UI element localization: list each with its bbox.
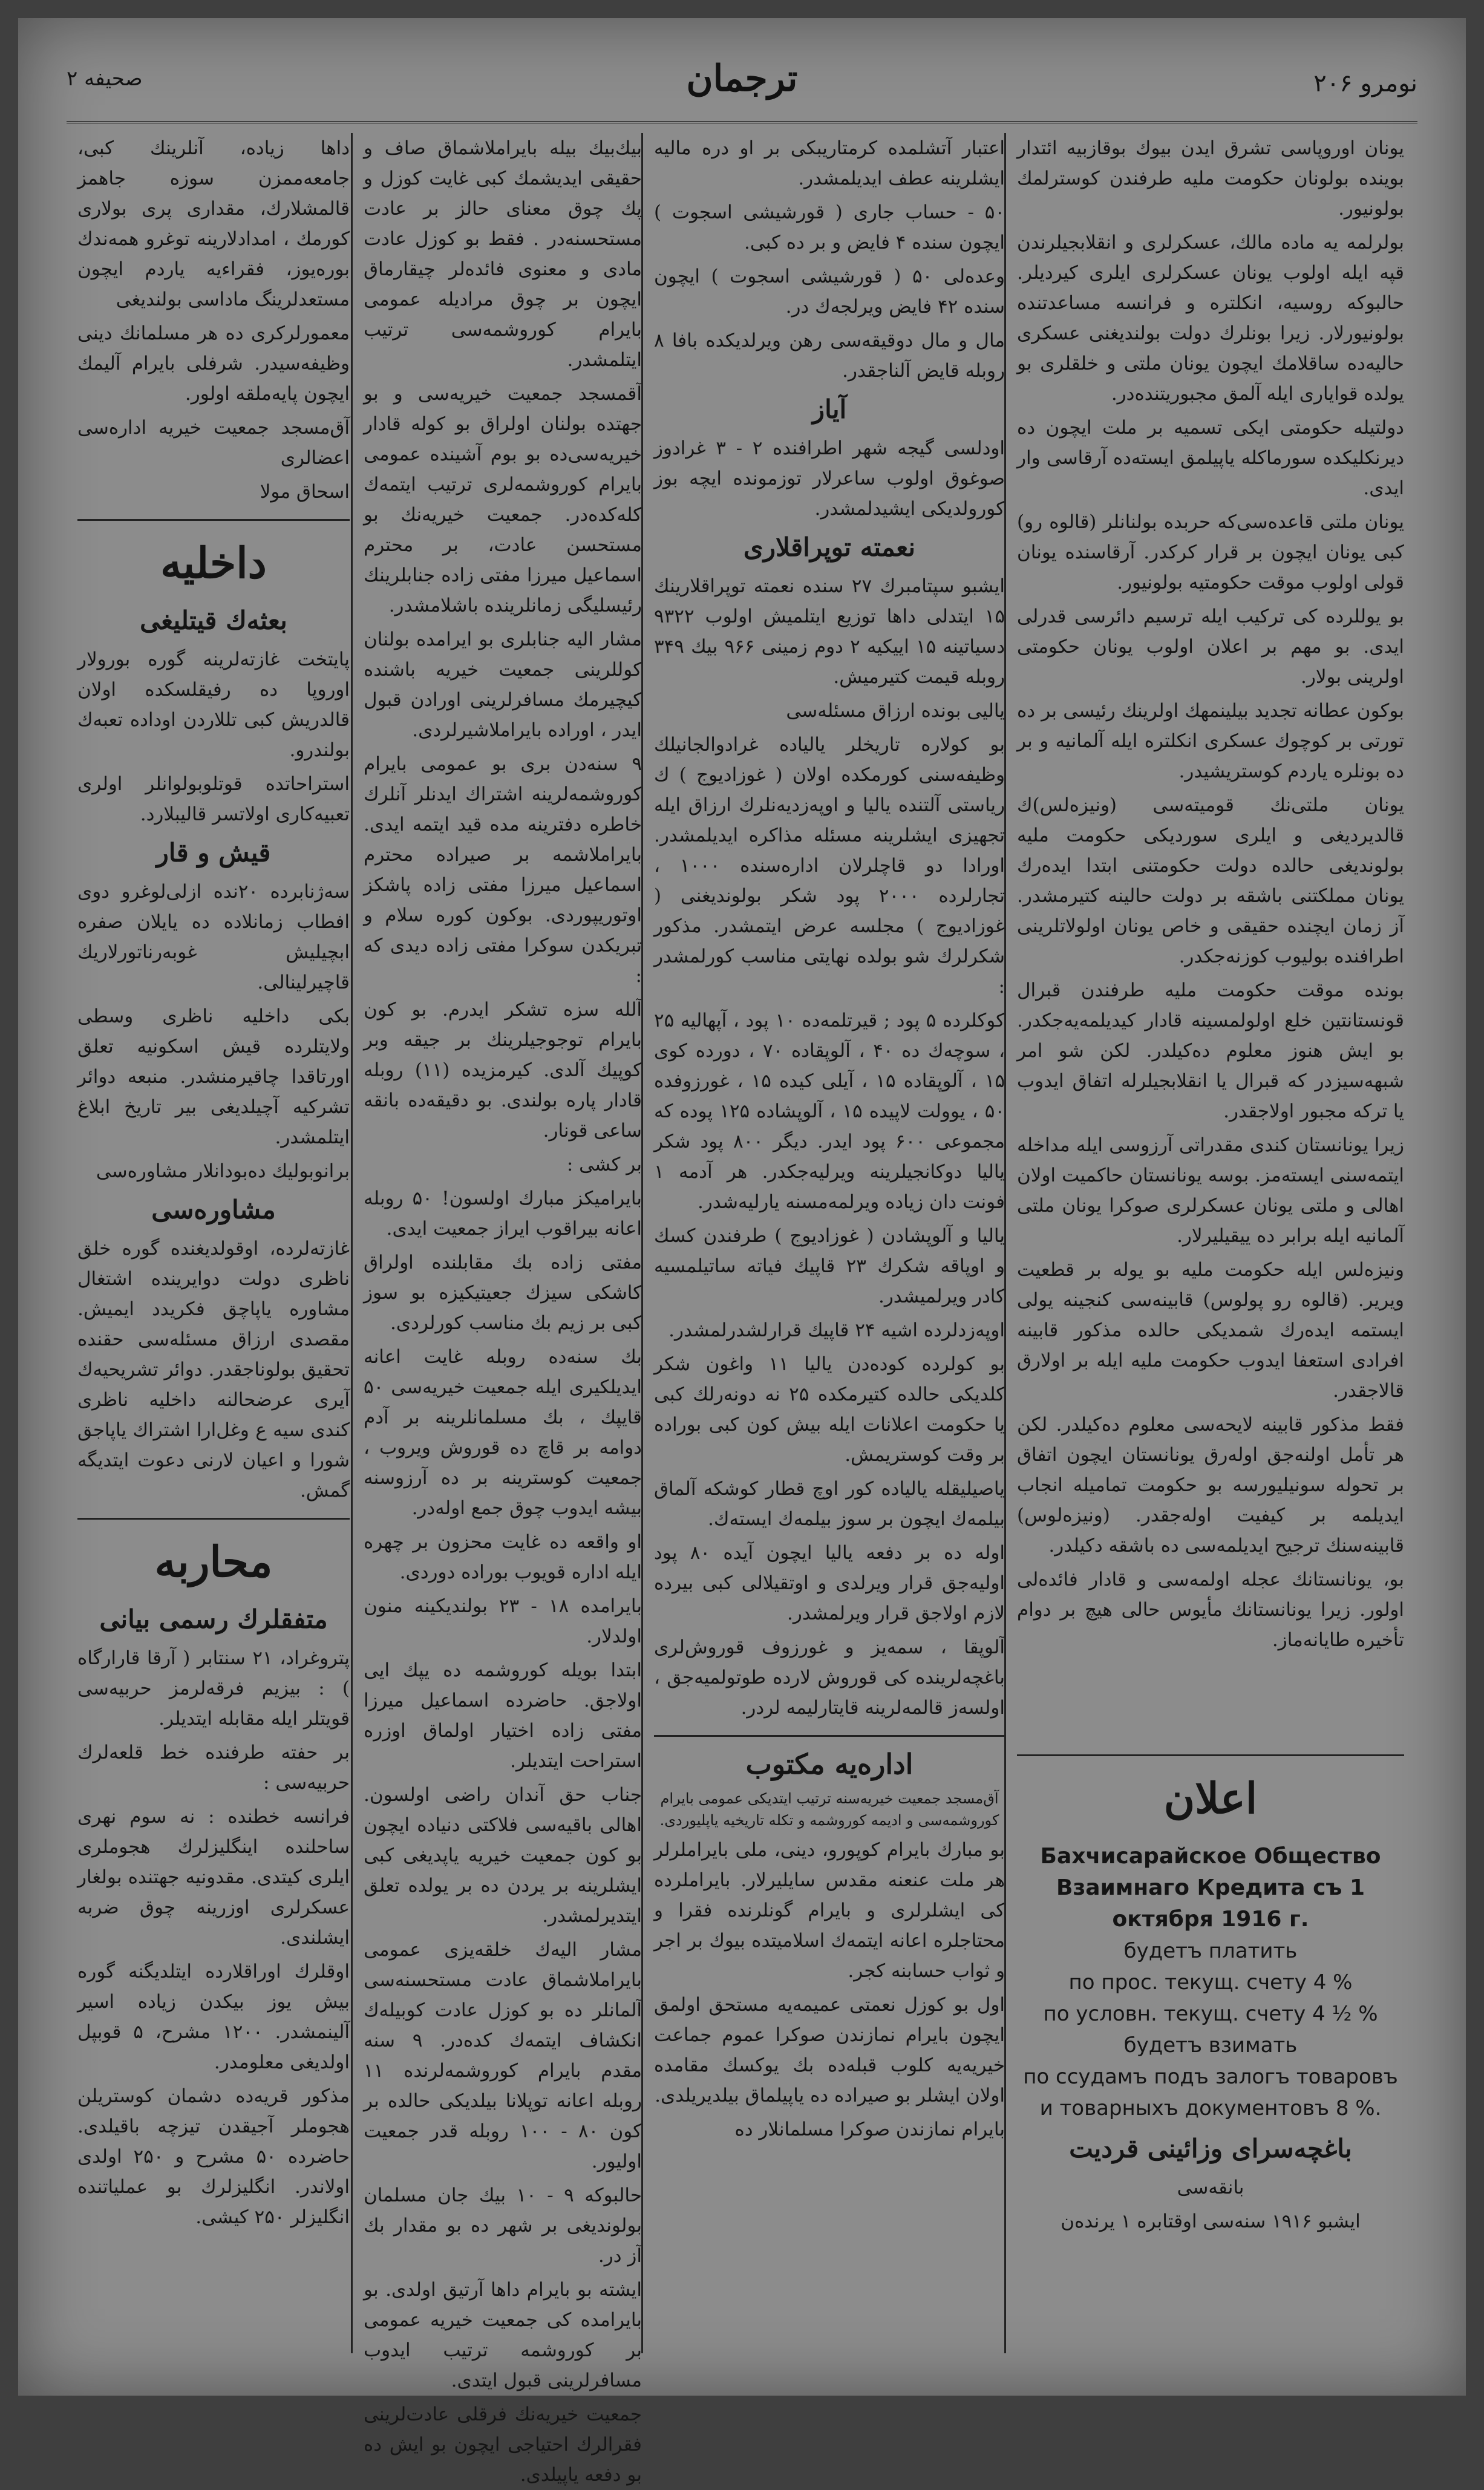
ad-ru-lines — [1017, 1935, 1404, 2124]
paragraph: بایرامیکز مبارك اولسون! ۵۰ روبله اعانه بیراقوب ایراز جمعیت ایدی. — [364, 1188, 642, 1240]
divider — [77, 519, 350, 521]
paragraph: اوله‌ ده بر دفعه یالیا ایچون آیده ۸۰ پود اولیه‌جق قرار ویرلدی و اوتقیلالی کبی بیرده لازم اولاجق قرار ویرلمشدر. — [654, 1542, 1005, 1624]
newspaper-title: ترجمان — [686, 57, 798, 100]
article-title: مشاوره‌سی — [151, 1195, 276, 1224]
paragraph: مذكور قریه‌ده دشمان كوستریلن هجوملر آجیقدن تیزچه باقیلدی. حاضرده ۵۰ مشرح و ۲۵۰ اولدی اولاندر. انگلیزلرك بو عملیاتنده انگلیزلر ۲۵۰ کیشی. — [77, 2085, 350, 2228]
paragraph: کوکلرده ۵ پود ; قیرتلمه‌ده ۱۰ پود ، آپهالیه ۲۵ ، سوچه‌ك ده ۴۰ ، آلوپقاده ۷۰ ، دورده کوی ۱۵ ، آلوپقاده ۱۵ ، آیلی کیده ۱۵ ، غورزوفده ۵۰ ، یوولت لاپیده ۱۵ ، آلوپشاده ۱۲۵ پوده که مجموعی ۶۰۰ پود ایدر. دیگر ۸۰۰ پود شكر یالیا دوکانجیلرینه ویرلیه‌جکدر. هر آدمه ۱ فونت دان زیاده ویرلمه‌مسنه یارلیه‌شدر. — [654, 1010, 1005, 1213]
article-title: بعثه‌ك قیتلیغی — [140, 606, 287, 635]
paragraph: ۵۰ - حساب جاری ( قورشیشی اسجوت ) ایچون سنده ۴ فایض و بر ده کبی. — [654, 201, 1005, 253]
divider — [77, 1518, 350, 1520]
column-3 — [641, 133, 1016, 2353]
paragraph: بایرام نمازندن صوکرا مسلمانلار ده — [734, 2119, 1005, 2140]
paragraph: ابتدا بویله کوروشمه ده یپك ایی اولاجق. حاضرده اسماعیل میرزا مفتی زاده اختیار اولماق اوزره استراحت ایتدیلر. — [364, 1659, 642, 1772]
paragraph: بیك‌بیك بیله بایراملاشماق صاف و حقیقی ایدیشمك کبی غایت کوزل و پك چوق معنای حالز بر عادت مستحسنه‌در . فقط بو کوزل عادت مادی و معنوی فائده‌لر چیقارماق ایچون بر چوق مرادیله عمومی بایرام کوروشمه‌سی ترتیب ایتلمشدر. — [364, 137, 642, 371]
paragraph: по прос. текущ. счету 4 % — [1068, 1970, 1353, 1995]
paragraph: ایشبو سپتامبرك ۲۷ سنده نعمته توپراقلارینك ۱۵ ایتدلی داها توزیع ایتلمیش اولوب ۹۳۲۲ دسیاتینه ۱۵ اییكیه ۲ دوم زمینی ۹۶۶ بیك ۳۴۹ روبله قیمت کتیرمیش. — [654, 575, 1005, 688]
paragraph: سه‌ژنابرده ۲۰نده ازلی‌لوغرو دوی افطاب زمانلاده ده یایلان صفره ابچیلیش غوبه‌رناتورلاریك قاچیرلینالی. — [77, 881, 350, 993]
col3-top-text — [654, 133, 1005, 386]
paragraph: بو كولاره تاریخلر یالیاده غرادوالجانیلك وظیفه‌سنی کورمکده اولان ( غوزادیوج ) ك ریاستی آلتنده یالیا و اوپه‌زدیه‌نلرك ارزاق ایله تجهیزی ایشلرینه مسئله‌ مذاکره ایدیلمشدر. اورادا دو قاچلرلان اداره‌سنده ۱۰۰۰ ، تجارلرده ۲۰۰۰ پود شكر بولوندیغنی ( غوزادیوج ) مجلسه عرض ایتمشدر. مذكور شكرلرك شو بولده نهایتی مناسب کورلمشدر : — [654, 734, 1005, 998]
paragraph: بولرلمه یه ماده مالك، عسکرلری و انقلابجیلرندن قپه ایله اولوب یونان عسکرلری ایلری کیردیلر. حالبوکه روسیه، انکلتره و فرانسه مساعدتنده بولونیورلار. زیرا بونلرك دولت بولندیغنی عسکری حالیه‌ده ساقلامك ایچون یونان ملتی و خلقلری بو یولده قوایاری ایله آلمق مجبوریتنده‌در. — [1017, 232, 1404, 405]
paragraph: بو، یونانستانك عجله اولمه‌سی و قادار فائده‌لی اولور. زیرا یونانستانك مأیوس حالی هیچ بر دوام تأخیره طایانه‌ماز. — [1017, 1569, 1404, 1651]
paragraph: بو مبارك بایرام کوپورو، دینی، ملی بایراملرلر هر ملت عنعنه مقدس سایلیرلار. بایراملرده کی ایشلرلری و بایرام گونلرنده فقرا و محتاجلره اعانه ایتمه‌ك اسلامیتده بیوك بر اجر و ثواب حسابنه کجر. — [654, 1839, 1005, 1982]
col1-top-text — [77, 133, 350, 507]
paragraph: بر کشی : — [566, 1154, 642, 1175]
article-title: اداره‌یه مکتوب — [745, 1748, 914, 1780]
col1-article-1 — [77, 644, 350, 829]
ad-tt-sub: بانقه‌سی — [1177, 2177, 1244, 2198]
paragraph: زیرا یونانستان کندی مقدراتی آرزوسی ایله مداخله ایتمه‌سنی ایسته‌مز. بوسه یونانستان حاکمیت اولان اهالی و ملتی یونان عسکرلری صوکرا یونان ملتی آلمانیه ایله برابر ده ییقیلیرلار. — [1017, 1134, 1404, 1247]
paragraph: اسحاق مولا — [260, 481, 350, 503]
paragraph: اودلسی گیجه شهر اطرافنده ۲ - ۳ غرادوز صوغوق اولوب ساعرلار توزمونده ایچه بوز کورولدیکی ایشیدلمشدر. — [654, 437, 1005, 520]
ad-tt-title: باغچه‌سرای وزائینی قردیت — [1069, 2134, 1352, 2163]
col2-text — [364, 133, 642, 2490]
paragraph: ونیزه‌لس ایله حکومت ملیه‌ بو یوله بر قطعیت ویریر. (قالوه رو پولوس) قابینه‌سی کنجینه یولی ایستمه ایده‌رك شمدیکی حالده مذکور قابینه افرادی استعفا ایدوب حکومت ملیه ایله بر اولارق قالاجقدر. — [1017, 1259, 1404, 1402]
article-subtitle: متفقلرك رسمی بیانی — [99, 1604, 328, 1634]
paragraph: بكی داخلیه ناظری وسطی ولایتلرده قیش اسكونیه تعلق اورتاقدا چاقیرمنشدر. منبعه‌ دوائر تشرکیه آچیلدیغی بیر تاریخ ابلاغ ایتلمشدر. — [77, 1005, 350, 1148]
divider — [1017, 1754, 1404, 1756]
paragraph: بو کولرده کوده‌دن یالیا ۱۱ واغون شکر کلدیکی حالده کتیرمکده ۲۵ نه دونه‌رلك کبی یا حکومت اعلانات ایله بیش کون کبی بوراده بر وقت کوستریمش. — [654, 1353, 1005, 1466]
paragraph: مشار الیه جنابلری بو ایرامده بولنان کوللرینی جمعیت خیریه باشنده کیچیرمك مسافرلرینی اورادن قبول ایدر ، اوراده بایراملاشیرلردی. — [364, 629, 642, 741]
paragraph: پتروغراد، ۲۱ سنتابر ( آرقا قارارگاه ) : بیزیم فرقه‌لرمز حربیه‌سی قویتلر ایله مقابله ایتدیلر. — [77, 1647, 350, 1730]
paragraph: جمعیت خیریه‌نك فرقلی عادت‌لرینی فقرالرك احتیاجی ایچون بو ایش ده بو دفعه یاپیلدی. — [364, 2403, 642, 2486]
article-title: نعمته توپراقلاری — [743, 532, 916, 562]
page-number: صحیفه ۲ — [67, 67, 143, 91]
masthead — [67, 54, 1417, 123]
paragraph: بك سنه‌ده روبله غایت اعانه ایدیلکیری ایله جمعیت خیریه‌سی ۵۰ قایپك ، بك مسلمانلرینه بر آدم دوامه بر قاچ ده قوروش ویروب ، جمعیت کوسترینه بر ده آرزوسنه بیشه ایدوب چوق جمع اوله‌در. — [364, 1346, 642, 1519]
col3-article-3 — [654, 1835, 1005, 2145]
column-2 — [351, 133, 653, 2486]
ad-ru-title: Бахчисарайское Общество Взаимнаго Кредита съ 1 октября 1916 г. — [1040, 1844, 1381, 1932]
paragraph: и товарныхъ документовъ 8 %. — [1039, 2096, 1382, 2120]
paragraph: یونان اوروپاسی تشرق ایدن بیوك بوقازبیه ائتدار بوینده بولونان حکومت ملیه طرفندن کوسترلمك بولونیور. — [1017, 137, 1404, 220]
paragraph: دولتیله حکومتی ایکی تسمیه بر ملت ایچون ده دیرنكلیكده سورماكله یاپیلمق ایسته‌ده آرقاسی وار ایدی. — [1017, 417, 1404, 499]
paragraph: مفتی زاده بك مقابلنده اولراق کاشکی سیزك جعیتیکیزه بو سوز کبی بر زیم بك مناسب کورلردی. — [364, 1252, 642, 1334]
article-subtitle: آق‌مسجد جمعیت خیریه‌سنه ترتیب ایتدیکی عمومی بایرام کوروشمه‌سی و ادیمه کوروشمه و تکله تاریخیه یاپلیوردی. — [659, 1790, 999, 1829]
paragraph: جناب حق آندان راضی اولسون. اهالی باقیه‌سی فلاکتی دنیاده ایچون بو کون جمعیت خیریه یاپدیغی کبی ایشلرینه بر یردن ده بر یولده تعلق ایتدیرلمشدر. — [364, 1784, 642, 1927]
paragraph: بایرامده ۱۸ - ۲۳ بولندیکینه منون اولدلار. — [364, 1595, 642, 1647]
article-title: آیاز — [812, 394, 847, 424]
paragraph: по условн. текущ. счету 4 ½ % — [1043, 2002, 1378, 2026]
paragraph: برانوبولیك ده‌بودانلار مشاوره‌سی — [96, 1160, 350, 1182]
paragraph: اول بو کوزل نعمتی عمیمه‌یه مستحق اولمق ایچون بایرام نمازندن صوکرا عموم جماعت خیریه‌یه کلوب قبله‌ده بك یوکسك مقامده اولان ایشلر بو صیراده ده یاپیلماق بیلدیریلدی. — [654, 1994, 1005, 2106]
col1-article-2 — [77, 877, 350, 1186]
paragraph: پایتخت غازته‌لرینه گوره بورولار اوروپا ده رفیقلسكده اولان قالدریش كبی تللاردن اوداده تعبه‌ك بولندرو. — [77, 649, 350, 761]
paragraph: مشار الیه‌ك خلقه‌یزی عمومی بایراملاشماق عادت مستحسنه‌سی آلمانلر ده بو کوزل عادت کوبیله‌ك انکشاف ایتمه‌ك کده‌در. ۹ سنه مقدم بایرام کوروشمه‌لرنده ۱۱ روبله اعانه توپلانا بیلدیکی حالده بر کون ۸۰ - ۱۰۰ روبله قدر جمعیت اولیور. — [364, 1939, 642, 2172]
paragraph: آقمسجد جمعیت خیریه‌سی و بو جهتده بولنان اولراق بو کوله قادار خیریه‌سی‌ده بو بوم آشینده عمومی بایرام کوروشمه‌لری ترتیب ایتمه‌ك كله‌كده‌در. جمعیت خیریه‌نك بو مستحسن عادت، بر محترم اسماعیل میرزا مفتی زاده جنابلرینك رئیسلیگی زمانلرینده باشلامشدر. — [364, 383, 642, 616]
paragraph: اعتبار آتشلمده کرمتاریبکی بر او دره مالیه ایشلرینه عطف ایدیلمشدر. — [654, 137, 1005, 189]
paragraph: یالیی بونده ارزاق مسئله‌سی — [786, 700, 1005, 722]
advertisement-ru — [1017, 1841, 1404, 2124]
paragraph: یالیا و آلوپشادن ( غوزادیوج ) طرفندن کسك و اوپاقه شکرك ۲۳ قاپیك فیاته ساتیلمسیه کادر ویرلمیشدر. — [654, 1225, 1005, 1307]
paragraph: بو یوللرده کی ترکیب ایله ترسیم دائرسی قدرلی ایدی. بو مهم بر اعلان اولوب یونان حکومتی اولرینی بولار. — [1017, 606, 1404, 688]
paragraph: اوپه‌زدلرده اشیه ۲۴ قاپیك قرارلشدرلمشدر. — [668, 1319, 1005, 1341]
paragraph: ۹ سنه‌دن بری بو عمومی بایرام کوروشمه‌لرینه اشتراك ایدنلر آنلرك خاطره دفترینه مده قید ایتمه ایدی. بایراملاشمه بر صیراده محترم اسماعیل میرزا مفتی زاده پاشكز اوتوریپوردی. بوكون كوره سلام و تبریکدن سوکرا مفتی زاده دیدی كه : — [364, 753, 642, 987]
paragraph: یونان ملتی‌نك قومیته‌سی (ونیزه‌لس)ك قالدیردیغی و ایلری سوردیکی حکومت ملیه بولوندیغی حالده دولت حکومتنی ابتدا ایده‌رك یونان مملکتنی باشقه بر دولت حالینه کتیرمشدر. آز زمان ایچنده حقیقی و خاص یونان اولولاتلرینی اطرافنده بولیوب کوزنه‌جکدر. — [1017, 794, 1404, 967]
section-heading-war: محاربه — [154, 1537, 273, 1587]
divider — [654, 1735, 1005, 1737]
paragraph: یونان ملتی قاعده‌سی‌كه حربده بولنانلر (قالوه رو) کبی یونان ایچون بر قرار کرکدر. آرقاسنده یونان قولی اولوب موقت حکومتیه بولونیور. — [1017, 511, 1404, 593]
paragraph: ایشته بو بایرام داها آرتیق اولدی. بو بایرامده کی جمعیت خیریه عمومی بر کوروشمه ترتیب ایدوب مسافرلرینی قبول ایتدی. — [364, 2279, 642, 2391]
paragraph: وعده‌لی ۵۰ ( قورشیشی اسجوت ) ایچون سنده ۴۲ فایض ویرلجه‌ك در. — [654, 266, 1005, 318]
paragraph: بونده موقت حکومت ملیه طرفندن قبرال قونستانتین خلع اولولمسینه قادار کیدیلمه‌یه‌جکدر. بو ایش هنوز معلوم ده‌کیلدر. لكن شو امر شبهه‌سیزدر كه قبرال یا انقلابجیلرله اتفاق ایدوب یا تركه مجبور اولاجقدر. — [1017, 979, 1404, 1122]
issue-number: نومرو ۲۰۶ — [1313, 70, 1417, 97]
col4-text — [1017, 133, 1404, 1742]
paragraph: یاصیلیقله یالیاده کور اوچ قطار کوشکه آلماق بیلمه‌ك ایچون بر سوز بیلمه‌ك ایسته‌ك. — [654, 1478, 1005, 1530]
paragraph: غازته‌لرده، اوقولدیغنده گوره خلق ناظری دولت دوایرینده اشتغال مشاوره یاپاچق فکریدد ایمیش. مقصدی ارزاق مسئله‌سی حقنده تحقیق بولوناجقدر. دوائر تشریحیه‌ك آیری عرضحالنه داخلیه ناظری کندی‌ سیه ع وغل‌ارا اشتراك یاپا‌جق شورا و اعیان لارنی دعوت ایتدیگه گمش. — [77, 1238, 350, 1502]
advertisement-heading: اعلان — [1163, 1773, 1258, 1823]
column-4 — [1004, 133, 1415, 2353]
section-heading-internal: داخلیه — [160, 538, 267, 588]
column-1 — [67, 133, 361, 2353]
col3-article-1 — [654, 433, 1005, 524]
paragraph: او واقعه ده غایت محزون بر چهره ایله اداره قویوب بوراده دوردی. — [364, 1531, 642, 1583]
paragraph: حالبوکه ۹ - ۱۰ بیك جان مسلمان بولوندیغی بر شهر ده بو مقدار بك آز در. — [364, 2184, 642, 2267]
paragraph: داها زیاده، آنلرینك كبی، جامعه‌ممزن سوزه جاهمز قالمشلارك، مقداری پری بولاری كورمك ، امدادلارینه توغرو همه‌ندك بوره‌یوز، فقراءیه یاردم ایچون مستعدلرینگ ماداسی بولندیغی — [77, 137, 350, 310]
paragraph: معمورلرکری ده هر مسلمانك دینی وظیفه‌سیدر. شرفلی بایرام آلیمك ایچون پایه‌ملقه اولور. — [77, 322, 350, 405]
paragraph: آق‌مسجد جمعیت خیریه اداره‌سی اعضالری — [77, 417, 350, 469]
paragraph: اوقلرك اوراقلارده ایتلدیگنه گوره بیش یوز بیكدن زیاده اسیر آلینمشدر. ۱۲۰۰ مشرح، ۵ قوبپل اولدیغی معلومدر. — [77, 1961, 350, 2073]
col1-article-4 — [77, 1643, 350, 2232]
col3-article-2 — [654, 571, 1005, 1723]
paragraph: بر حفته طرفنده خط قلعه‌لرك حربیه‌سی : — [77, 1742, 350, 1794]
ad-tt-date: ایشبو ۱۹۱۶ سنه‌سی اوقتابره ۱ یرنده‌ن — [1061, 2211, 1361, 2232]
paragraph: будетъ платить — [1123, 1939, 1298, 1963]
col1-article-3 — [77, 1234, 350, 1506]
paragraph: فقط مذکور قابینه لایحه‌سی معلوم ده‌کیلدر. لكن هر تأمل اولنه‌جق اوله‌رق یونانستان ایچون اتفاق بر تحوله سونیلیورسه بو حکومت تمامیله انجاب ایدیلمه بر کیفیت اوله‌جقدر. (ونیزه‌لوس) قابینه‌سنك ترجیح ایدیلمه‌سی ده باشقه دکیلدر. — [1017, 1414, 1404, 1557]
paragraph: آلوپقا ، سمه‌یز و غورزوف قوروش‌لری باغچه‌لرینده کی قوروش لارده طوتولمیه‌جق ، اولسه‌ز قالمه‌لرینه قایتارلیمه‌ لردر. — [654, 1636, 1005, 1719]
paragraph: استراحاتده قوتلوبولوانلر اولری تعبیه‌كاری اولاتسر قالیبلارد. — [77, 773, 350, 825]
paragraph: آلله سزه تشکر ایدرم. بو کون بایرام توجوجیلرینك بر جیقه وبر کوپیك آلدی. کیرمزیده (۱۱) روبله قادار پاره بولندی. بو دقیقه‌ده بانقه ساعی قونار. — [364, 999, 642, 1142]
paragraph: فرانسه خطنده : نه سوم نهری ساحلنده اینگلیزلرك هجوملری ایلری کیتدی. مقدونیه جهتنده بولغار عسکرلری اوزرینه چوق ضربه ایشلندی. — [77, 1806, 350, 1949]
article-title: قیش و قار — [156, 838, 271, 868]
paragraph: будетъ взимать — [1123, 2033, 1298, 2057]
paragraph: بوکون عطانه تجدید بیلینمهك اولرینك رئیسی بر ده تورتی بر کوچوك عسکری انکلتره ایله آلمانیه و بر ده بونلره یاردم کوستریشیدر. — [1017, 700, 1404, 782]
newspaper-page — [18, 18, 1466, 2486]
paragraph: по ссудамъ подъ залогъ товаровъ — [1023, 2065, 1398, 2089]
paragraph: مال و مال دوقیقه‌سی رهن ویرلدیكده بافا ۸ روبله قایض آلناجقدر. — [654, 330, 1005, 382]
